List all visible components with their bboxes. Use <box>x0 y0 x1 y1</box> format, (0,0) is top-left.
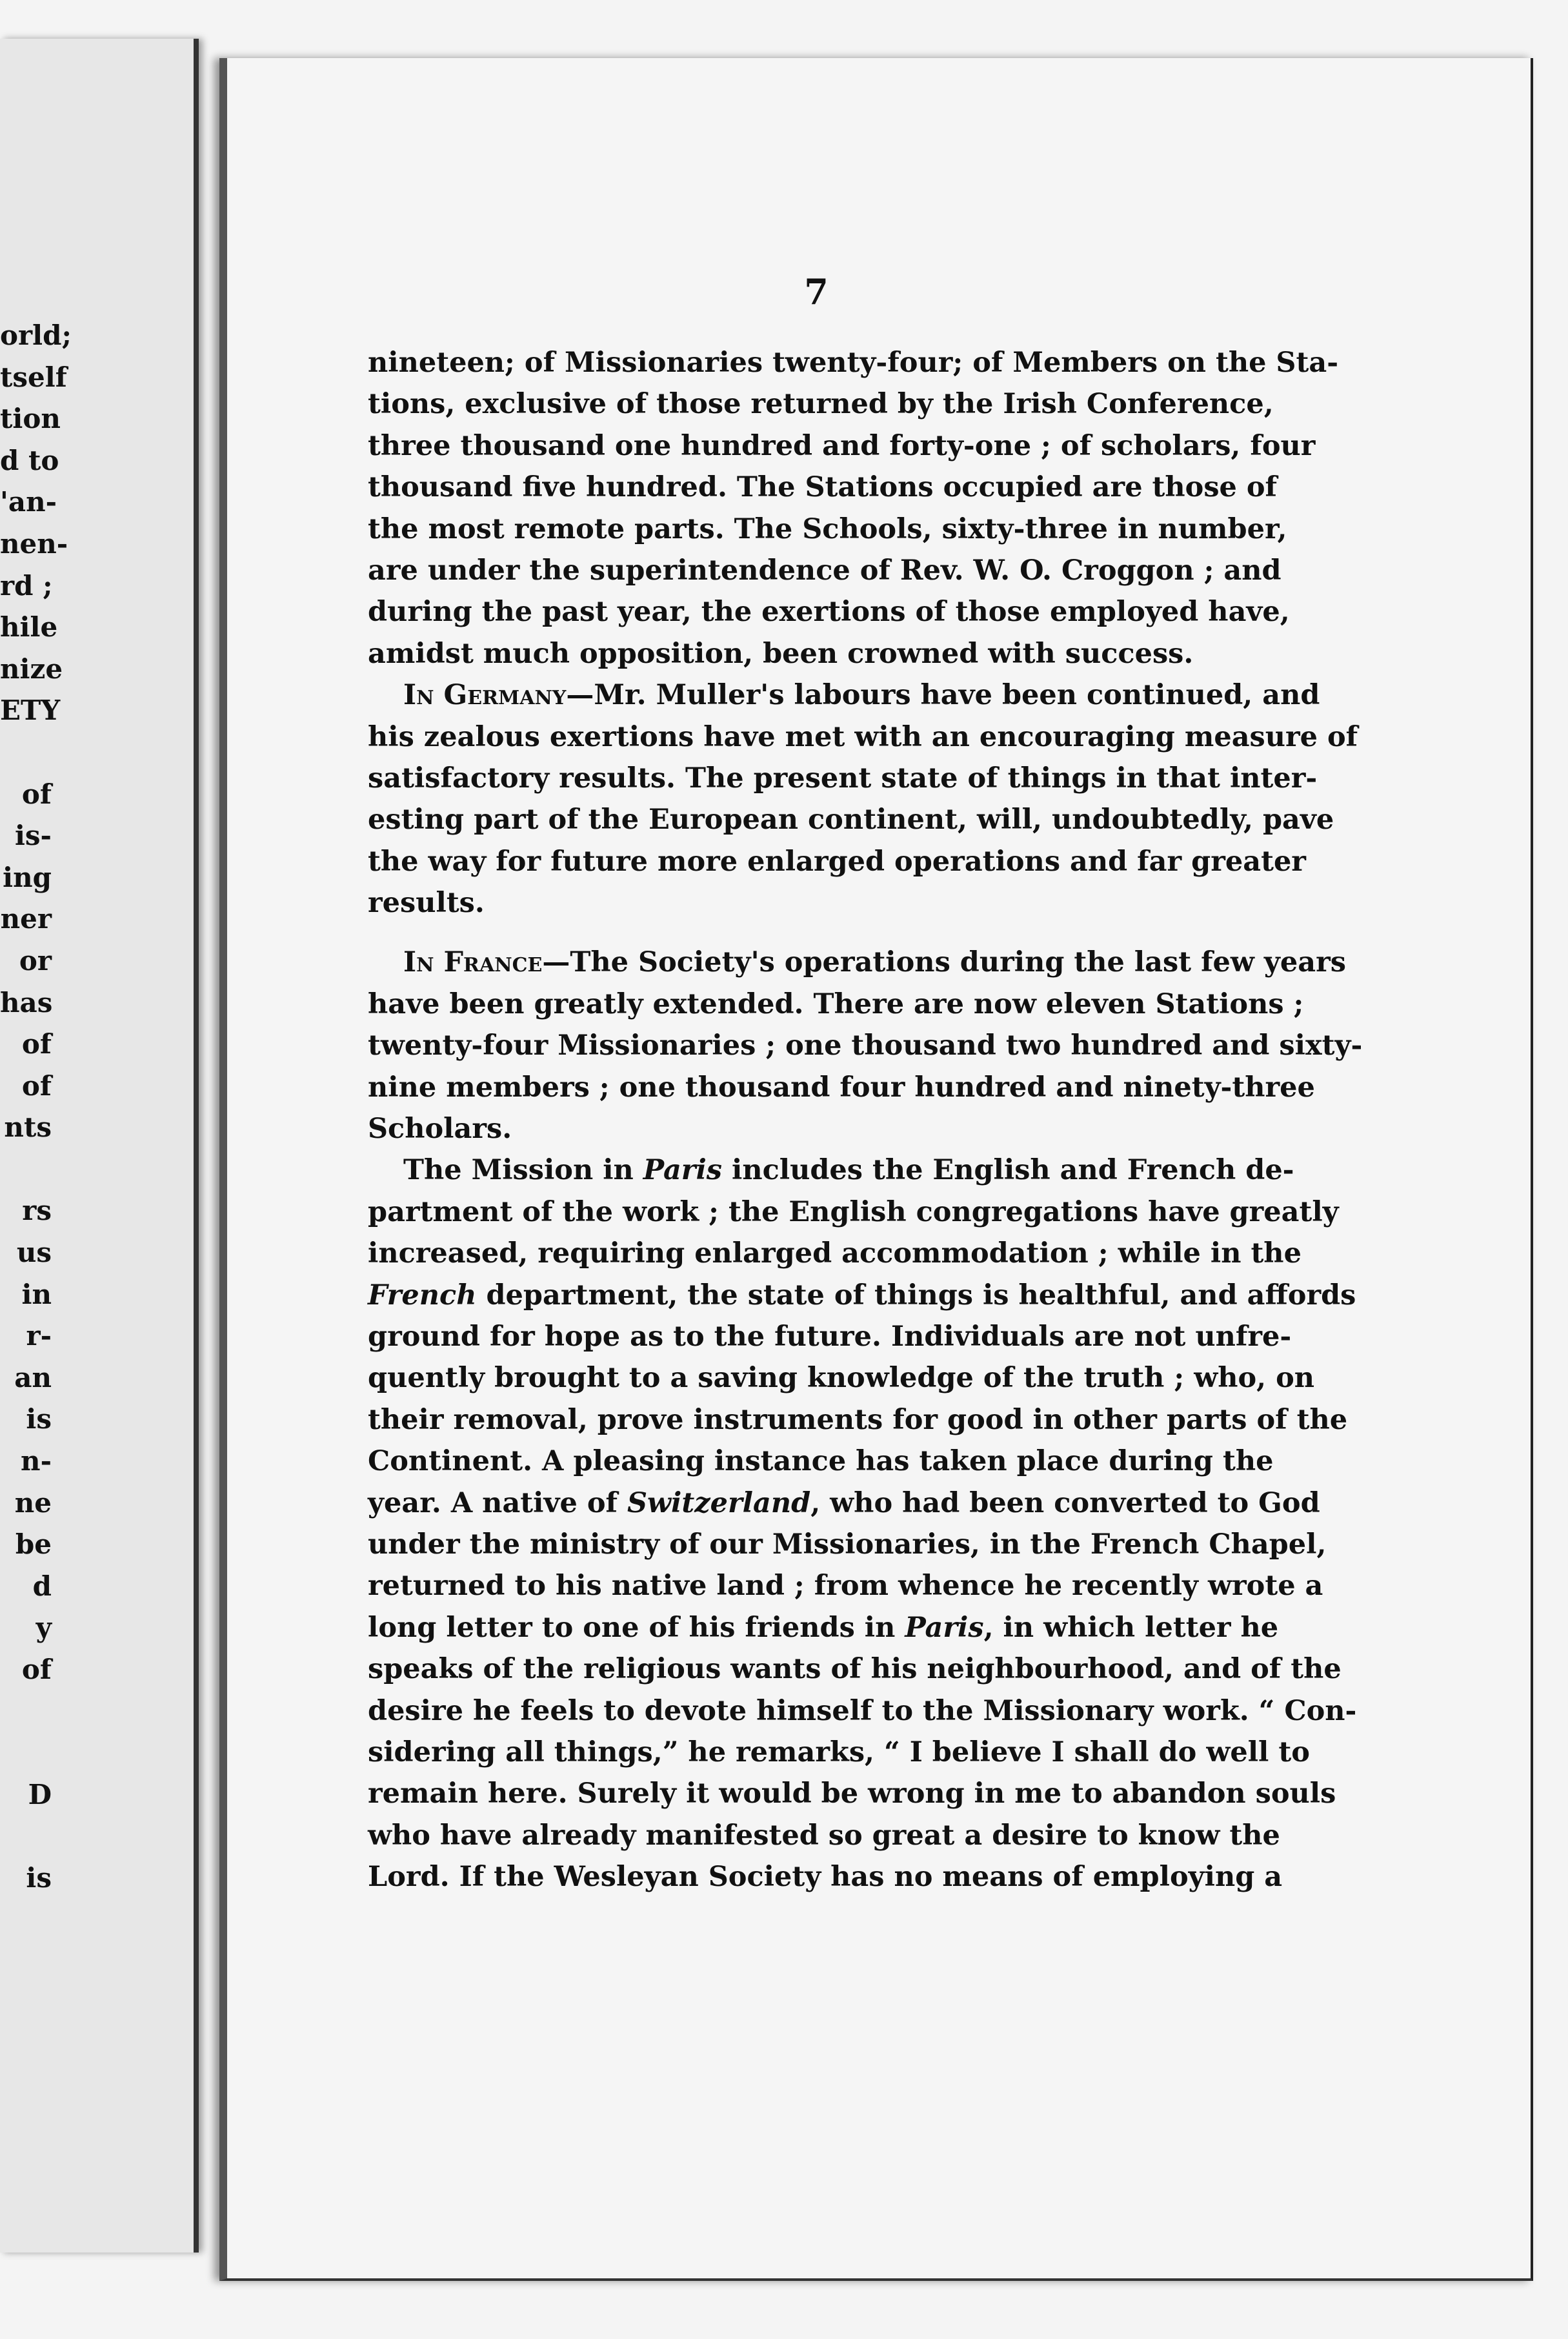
left-fragment-line: is <box>26 1403 52 1435</box>
line-text: returned to his native land ; from whence he recently wrote a <box>368 1570 1323 1603</box>
left-fragment-line: nts <box>4 1111 52 1144</box>
line-text: —Mr. Muller's labours have been continued, and <box>566 679 1320 712</box>
text-line <box>368 942 1346 983</box>
text-line <box>368 674 1320 716</box>
left-fragment-line: tself <box>0 361 67 393</box>
paragraph <box>368 674 1358 924</box>
text-line <box>368 1025 1363 1066</box>
text-line <box>368 425 1316 467</box>
line-text: long letter to one of his friends in Paris, in which letter he <box>368 1611 1279 1644</box>
text-line <box>368 1565 1323 1606</box>
paragraph <box>368 942 1363 1149</box>
line-text: three thousand one hundred and forty-one ; of scholars, four <box>368 429 1316 462</box>
body-text <box>368 342 1363 1898</box>
page-number: 7 <box>804 271 829 312</box>
text-line <box>368 882 1268 924</box>
left-fragment-line: of <box>21 778 52 810</box>
left-fragment-line: ner <box>0 903 52 935</box>
text-line <box>368 1690 1357 1732</box>
line-text: who have already manifested so great a desire to know the <box>368 1819 1280 1852</box>
section-heading: In France <box>403 946 543 979</box>
left-fragment-line: an <box>14 1361 52 1393</box>
line-text: ground for hope as to the future. Individuals are not unfre- <box>368 1320 1292 1353</box>
line-text: year. A native of Switzerland, who had been converted to God <box>368 1486 1320 1519</box>
text-line <box>368 550 1282 591</box>
line-text: partment of the work ; the English congregations have greatly <box>368 1195 1339 1228</box>
left-fragment-line: D <box>28 1778 52 1810</box>
line-text: have been greatly extended. There are now eleven Stations ; <box>368 987 1304 1020</box>
text-line <box>368 1441 1274 1482</box>
line-text: speaks of the religious wants of his neighbourhood, and of the <box>368 1653 1342 1686</box>
left-fragment-line: of <box>21 1028 52 1060</box>
left-fragment-line: nen- <box>0 527 68 560</box>
text-line <box>368 509 1287 550</box>
text-line <box>368 1316 1292 1357</box>
text-line <box>368 1357 1315 1399</box>
line-text: twenty-four Missionaries ; one thousand two hundred and sixty- <box>368 1029 1363 1062</box>
text-line <box>368 383 1274 425</box>
line-text: his zealous exertions have met with an encouraging measure of <box>368 720 1358 753</box>
line-text: during the past year, the exertions of those employed have, <box>368 596 1290 629</box>
text-line <box>368 633 1268 674</box>
line-text: —The Society's operations during the last few years <box>542 946 1346 979</box>
text-line <box>368 467 1278 508</box>
text-line <box>368 758 1318 799</box>
left-fragment-line: be <box>15 1528 52 1561</box>
left-fragment-line: ing <box>3 861 52 893</box>
left-fragment-line <box>0 1816 52 1858</box>
left-fragment-line <box>0 1691 52 1733</box>
text-line <box>368 591 1290 633</box>
left-fragment-line: rd ; <box>0 569 53 602</box>
left-fragment-line: has <box>0 986 53 1018</box>
line-text: results. <box>368 887 485 920</box>
left-fragment-line: rs <box>22 1195 52 1227</box>
left-fragment-line: in <box>21 1278 52 1310</box>
left-fragment-line <box>0 1732 52 1774</box>
paragraph-gap <box>368 924 1268 942</box>
paragraph <box>368 342 1339 674</box>
line-text: quently brought to a saving knowledge of the truth ; who, on <box>368 1362 1315 1395</box>
line-text: the way for future more enlarged operations and far greater <box>368 845 1306 878</box>
left-fragment-line: is- <box>14 820 52 852</box>
text-line <box>368 841 1306 882</box>
line-text: French department, the state of things is healthful, and affords <box>368 1279 1356 1311</box>
line-text: the most remote parts. The Schools, sixty-three in number, <box>368 512 1287 545</box>
text-line <box>368 1233 1302 1274</box>
line-text: nineteen; of Missionaries twenty-four; of Members on the Sta- <box>368 347 1339 379</box>
left-fragment-line: hile <box>0 611 58 643</box>
left-fragment-line: is <box>26 1861 52 1894</box>
text-line <box>368 799 1334 840</box>
line-text: nine members ; one thousand four hundred and ninety-three <box>368 1071 1315 1104</box>
line-text: are under the superintendence of Rev. W. O. Croggon ; and <box>368 554 1282 587</box>
left-fragment-line <box>0 1149 52 1191</box>
text-line <box>368 1108 1268 1149</box>
text-line <box>368 1067 1315 1108</box>
line-text: Lord. If the Wesleyan Society has no means of employing a <box>368 1861 1283 1894</box>
left-fragment-line: or <box>19 944 52 977</box>
left-fragment-line: nize <box>0 653 63 685</box>
text-line <box>368 1483 1320 1524</box>
line-text: esting part of the European continent, will, undoubtedly, pave <box>368 804 1334 836</box>
left-fragment-line: of <box>21 1654 52 1685</box>
left-fragment-line: ETY <box>0 694 61 727</box>
line-text: under the ministry of our Missionaries, in the French Chapel, <box>368 1528 1327 1561</box>
left-fragment-line <box>0 732 52 774</box>
line-text: satisfactory results. The present state of things in that inter- <box>368 762 1318 795</box>
line-text: amidst much opposition, been crowned with success. <box>368 637 1194 670</box>
section-heading: In Germany <box>403 679 567 712</box>
left-fragment-line: d <box>32 1570 52 1602</box>
line-text: remain here. Surely it would be wrong in me to abandon souls <box>368 1777 1336 1810</box>
left-fragment-line: orld; <box>0 319 72 351</box>
left-page-text-fragments <box>0 315 72 1899</box>
text-line <box>368 342 1339 383</box>
left-fragment-line: us <box>16 1237 52 1269</box>
line-text: increased, requiring enlarged accommodation ; while in the <box>368 1237 1302 1270</box>
text-line <box>368 1275 1356 1316</box>
line-text: The Mission in Paris includes the English and French de- <box>403 1154 1294 1187</box>
line-text: thousand five hundred. The Stations occupied are those of <box>368 471 1278 504</box>
line-text: tions, exclusive of those returned by the Irish Conference, <box>368 388 1274 421</box>
text-line <box>368 1815 1280 1856</box>
left-fragment-line: d to <box>0 444 59 476</box>
line-text: desire he feels to devote himself to the Missionary work. “ Con- <box>368 1694 1357 1727</box>
left-fragment-line: y <box>35 1612 52 1644</box>
left-fragment-line: of <box>21 1069 52 1102</box>
text-line <box>368 1856 1283 1898</box>
line-text: Continent. A pleasing instance has taken place during the <box>368 1445 1274 1478</box>
text-line <box>368 1191 1339 1233</box>
text-line <box>368 716 1358 758</box>
text-line <box>368 1607 1279 1648</box>
text-line <box>368 984 1304 1025</box>
left-fragment-line: n- <box>21 1445 52 1477</box>
text-line <box>368 1149 1294 1191</box>
line-text: their removal, prove instruments for good in other parts of the <box>368 1403 1348 1436</box>
left-fragment-line: r- <box>26 1320 52 1352</box>
text-line <box>368 1732 1310 1773</box>
left-fragment-line: tion <box>0 403 61 435</box>
text-line <box>368 1399 1348 1441</box>
paragraph <box>368 1149 1357 1898</box>
line-text: sidering all things,” he remarks, “ I believe I shall do well to <box>368 1736 1310 1768</box>
left-fragment-line: 'an- <box>0 486 57 518</box>
left-fragment-line: ne <box>14 1486 52 1519</box>
line-text: Scholars. <box>368 1113 512 1146</box>
text-line <box>368 1524 1327 1565</box>
text-line <box>368 1773 1336 1814</box>
text-line <box>368 1648 1342 1690</box>
